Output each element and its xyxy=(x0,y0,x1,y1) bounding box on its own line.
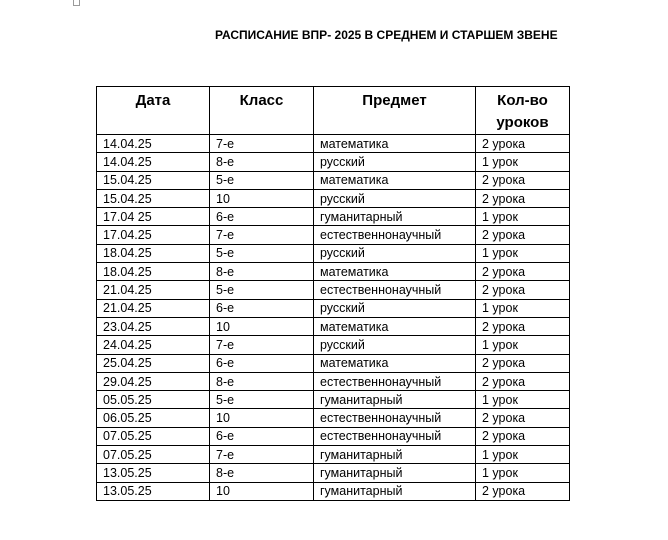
header-lessons-count: Кол-во уроков xyxy=(476,87,570,135)
cell-subject: гуманитарный xyxy=(314,464,476,482)
cell-lessons-count: 2 урока xyxy=(476,135,570,153)
cell-class: 10 xyxy=(210,482,314,500)
cell-subject: русский xyxy=(314,244,476,262)
cell-lessons-count: 2 урока xyxy=(476,171,570,189)
cell-date: 13.05.25 xyxy=(97,482,210,500)
cell-class: 6-е xyxy=(210,208,314,226)
table-row xyxy=(97,336,570,354)
cell-class: 5-е xyxy=(210,171,314,189)
table-row xyxy=(97,354,570,372)
cell-subject: русский xyxy=(314,189,476,207)
table-row xyxy=(97,189,570,207)
cell-date: 13.05.25 xyxy=(97,464,210,482)
cell-class: 8-е xyxy=(210,464,314,482)
cell-date: 18.04.25 xyxy=(97,263,210,281)
cell-subject: гуманитарный xyxy=(314,391,476,409)
cell-subject: математика xyxy=(314,135,476,153)
cell-class: 6-е xyxy=(210,299,314,317)
document-title: РАСПИСАНИЕ ВПР- 2025 В СРЕДНЕМ И СТАРШЕМ ЗВЕНЕ xyxy=(215,28,558,42)
cell-subject: естественнонаучный xyxy=(314,409,476,427)
cell-date: 15.04.25 xyxy=(97,189,210,207)
cell-subject: естественнонаучный xyxy=(314,427,476,445)
cell-class: 7-е xyxy=(210,226,314,244)
table-row xyxy=(97,317,570,335)
table-row xyxy=(97,446,570,464)
cell-date: 21.04.25 xyxy=(97,299,210,317)
cell-lessons-count: 1 урок xyxy=(476,464,570,482)
cell-subject: естественнонаучный xyxy=(314,281,476,299)
cell-subject: математика xyxy=(314,317,476,335)
table-row xyxy=(97,153,570,171)
header-subject: Предмет xyxy=(314,87,476,135)
cell-lessons-count: 2 урока xyxy=(476,482,570,500)
cell-date: 06.05.25 xyxy=(97,409,210,427)
table-row xyxy=(97,409,570,427)
cell-lessons-count: 1 урок xyxy=(476,336,570,354)
cell-class: 8-е xyxy=(210,263,314,281)
cell-subject: естественнонаучный xyxy=(314,226,476,244)
cell-class: 7-е xyxy=(210,336,314,354)
cell-date: 18.04.25 xyxy=(97,244,210,262)
schedule-table xyxy=(96,86,570,501)
table-row xyxy=(97,299,570,317)
cell-class: 6-е xyxy=(210,354,314,372)
cell-class: 10 xyxy=(210,409,314,427)
cell-class: 5-е xyxy=(210,391,314,409)
table-row xyxy=(97,391,570,409)
cell-subject: математика xyxy=(314,354,476,372)
header-class: Класс xyxy=(210,87,314,135)
cell-lessons-count: 2 урока xyxy=(476,226,570,244)
cell-subject: естественнонаучный xyxy=(314,372,476,390)
cell-lessons-count: 1 урок xyxy=(476,153,570,171)
cell-class: 5-е xyxy=(210,281,314,299)
cell-class: 7-е xyxy=(210,135,314,153)
cell-date: 14.04.25 xyxy=(97,135,210,153)
cell-lessons-count: 1 урок xyxy=(476,299,570,317)
cell-date: 17.04.25 xyxy=(97,226,210,244)
cell-date: 14.04.25 xyxy=(97,153,210,171)
table-row xyxy=(97,372,570,390)
cell-date: 25.04.25 xyxy=(97,354,210,372)
cell-subject: математика xyxy=(314,263,476,281)
cell-date: 29.04.25 xyxy=(97,372,210,390)
table-row xyxy=(97,427,570,445)
cell-date: 17.04 25 xyxy=(97,208,210,226)
cell-lessons-count: 2 урока xyxy=(476,263,570,281)
cell-class: 7-е xyxy=(210,446,314,464)
cell-lessons-count: 2 урока xyxy=(476,317,570,335)
cell-subject: гуманитарный xyxy=(314,208,476,226)
cell-subject: математика xyxy=(314,171,476,189)
cell-lessons-count: 2 урока xyxy=(476,409,570,427)
table-row xyxy=(97,226,570,244)
header-date: Дата xyxy=(97,87,210,135)
cell-lessons-count: 2 урока xyxy=(476,189,570,207)
cell-lessons-count: 2 урока xyxy=(476,354,570,372)
cell-class: 6-е xyxy=(210,427,314,445)
page-corner-marker xyxy=(73,0,80,6)
cell-lessons-count: 1 урок xyxy=(476,446,570,464)
cell-subject: русский xyxy=(314,153,476,171)
schedule-table-body xyxy=(97,135,570,501)
cell-lessons-count: 1 урок xyxy=(476,244,570,262)
cell-date: 07.05.25 xyxy=(97,446,210,464)
cell-subject: русский xyxy=(314,299,476,317)
cell-date: 21.04.25 xyxy=(97,281,210,299)
cell-lessons-count: 2 урока xyxy=(476,281,570,299)
cell-class: 10 xyxy=(210,317,314,335)
table-row xyxy=(97,464,570,482)
cell-class: 8-е xyxy=(210,372,314,390)
cell-subject: гуманитарный xyxy=(314,446,476,464)
cell-date: 24.04.25 xyxy=(97,336,210,354)
table-row xyxy=(97,208,570,226)
cell-subject: русский xyxy=(314,336,476,354)
cell-class: 5-е xyxy=(210,244,314,262)
table-row xyxy=(97,482,570,500)
table-row xyxy=(97,135,570,153)
cell-date: 07.05.25 xyxy=(97,427,210,445)
table-row xyxy=(97,244,570,262)
table-header-row xyxy=(97,87,570,135)
cell-class: 8-е xyxy=(210,153,314,171)
cell-lessons-count: 1 урок xyxy=(476,391,570,409)
cell-lessons-count: 2 урока xyxy=(476,427,570,445)
cell-date: 15.04.25 xyxy=(97,171,210,189)
cell-lessons-count: 1 урок xyxy=(476,208,570,226)
table-row xyxy=(97,171,570,189)
table-row xyxy=(97,263,570,281)
cell-subject: гуманитарный xyxy=(314,482,476,500)
cell-date: 23.04.25 xyxy=(97,317,210,335)
cell-lessons-count: 2 урока xyxy=(476,372,570,390)
cell-class: 10 xyxy=(210,189,314,207)
cell-date: 05.05.25 xyxy=(97,391,210,409)
table-row xyxy=(97,281,570,299)
